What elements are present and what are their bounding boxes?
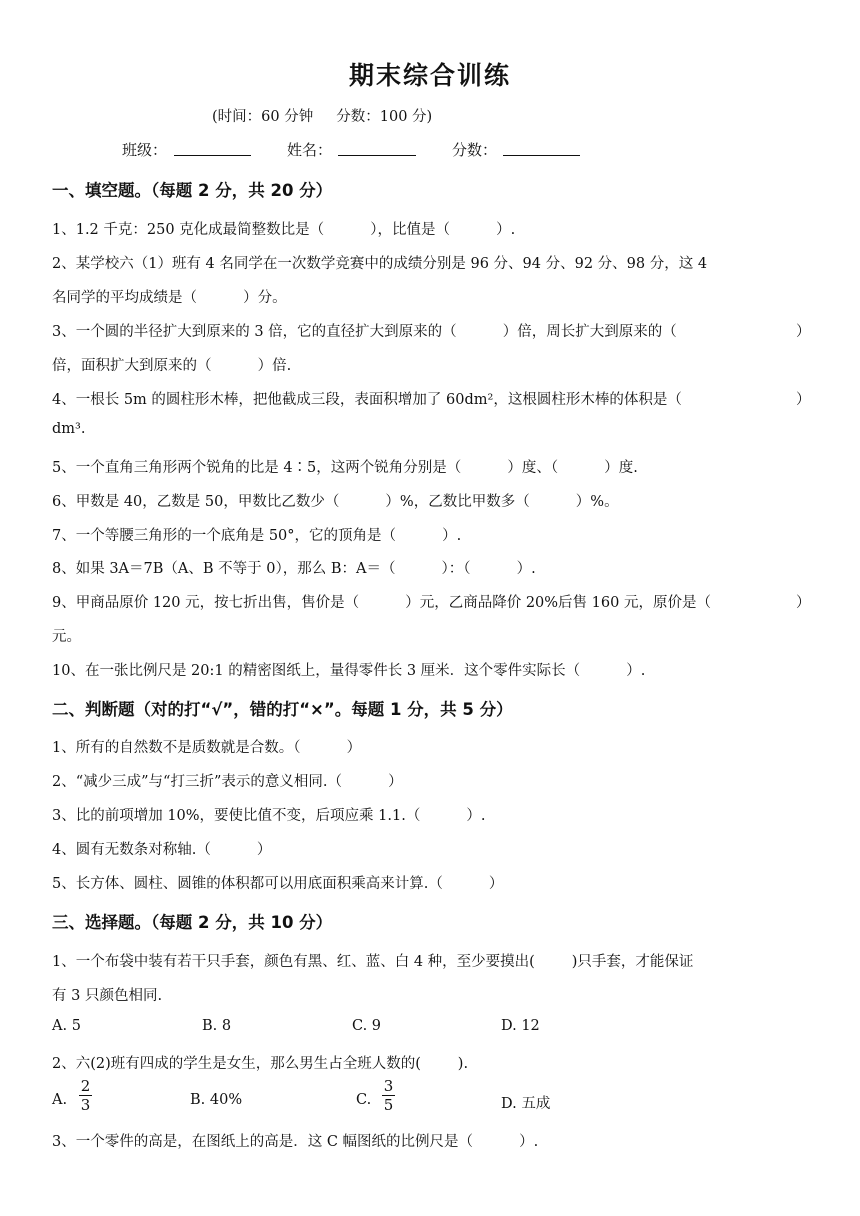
question-1-6: 6、甲数是 40，乙数是 50，甲数比乙数少（ ）%，乙数比甲数多（ ）%。	[52, 494, 619, 510]
close-paren: ）	[796, 324, 811, 340]
option-b[interactable]: B. 40%	[190, 1092, 243, 1108]
fraction-denominator: 3	[80, 1096, 91, 1114]
option-b[interactable]: B. 8	[202, 1018, 232, 1034]
question-1-4-cont: dm³.	[52, 421, 86, 437]
page-title: 期末综合训练	[348, 61, 511, 90]
close-paren: ）	[796, 595, 811, 611]
question-1-4: 4、一根长 5m 的圆柱形木棒，把他截成三段，表面积增加了 60dm²，这根圆柱形木棒的体积是（	[52, 392, 682, 408]
option-d[interactable]: D. 12	[501, 1018, 540, 1034]
exam-time-score: (时间：60 分钟 分数：100 分)	[212, 109, 433, 125]
fraction-two-thirds	[79, 1078, 92, 1113]
class-label: 班级：	[122, 141, 168, 159]
section-3-heading: 三、选择题。（每题 2 分，共 10 分）	[52, 913, 333, 932]
question-3-3: 3、一个零件的高是，在图纸上的高是．这 C 幅图纸的比例尺是（ ）.	[52, 1134, 539, 1150]
question-1-2: 2、某学校六（1）班有 4 名同学在一次数学竞赛中的成绩分别是 96 分、94 分、92 分、98 分，这 4	[52, 256, 708, 272]
question-1-9: 9、甲商品原价 120 元，按七折出售，售价是（ ）元，乙商品降价 20%后售 160 元，原价是（	[52, 595, 711, 611]
question-1-8: 8、如果 3A＝7B（A、B 不等于 0），那么 B：A＝（ ）：（ ）.	[52, 561, 536, 577]
fraction-three-fifths	[382, 1078, 395, 1113]
question-1-7: 7、一个等腰三角形的一个底角是 50°，它的顶角是（ ）.	[52, 528, 462, 544]
option-a-label[interactable]: A.	[52, 1092, 68, 1108]
name-blank[interactable]	[338, 155, 416, 156]
question-1-10: 10、在一张比例尺是 20:1 的精密图纸上，量得零件长 3 厘米．这个零件实际长（ ）.	[52, 663, 646, 679]
fraction-numerator: 3	[383, 1077, 394, 1095]
question-3-1-cont: 有 3 只颜色相同.	[52, 988, 163, 1004]
close-paren: ）	[796, 392, 811, 408]
question-1-2-cont: 名同学的平均成绩是（ ）分。	[52, 290, 287, 306]
question-2-3: 3、比的前项增加 10%，要使比值不变，后项应乘 1.1.（ ）.	[52, 808, 486, 824]
class-blank[interactable]	[174, 155, 251, 156]
option-c-label[interactable]: C.	[356, 1092, 372, 1108]
question-2-4: 4、圆有无数条对称轴.（ ）	[52, 842, 272, 858]
question-2-5: 5、长方体、圆柱、圆锥的体积都可以用底面积乘高来计算.（ ）	[52, 876, 504, 892]
option-a[interactable]: A. 5	[52, 1018, 81, 1034]
section-1-heading: 一、填空题。（每题 2 分，共 20 分）	[52, 181, 333, 200]
score-label: 分数：	[452, 141, 498, 159]
question-3-1: 1、一个布袋中装有若干只手套，颜色有黑、红、蓝、白 4 种，至少要摸出( )只手套，才能保证	[52, 954, 694, 970]
question-1-3: 3、一个圆的半径扩大到原来的 3 倍，它的直径扩大到原来的（ ）倍，周长扩大到原来的（	[52, 324, 677, 340]
question-3-2: 2、六(2)班有四成的学生是女生，那么男生占全班人数的( ).	[52, 1056, 469, 1072]
section-2-heading: 二、判断题（对的打“√”，错的打“×”。每题 1 分，共 5 分）	[52, 700, 513, 719]
score-blank[interactable]	[503, 155, 580, 156]
option-c[interactable]: C. 9	[352, 1018, 382, 1034]
question-2-1: 1、所有的自然数不是质数就是合数。（ ）	[52, 740, 362, 756]
option-d[interactable]: D. 五成	[501, 1096, 551, 1112]
question-2-2: 2、“减少三成”与“打三折”表示的意义相同.（ ）	[52, 774, 403, 790]
fraction-numerator: 2	[80, 1077, 91, 1095]
fraction-denominator: 5	[383, 1096, 394, 1114]
name-label: 姓名：	[287, 141, 333, 159]
question-1-9-cont: 元。	[52, 629, 81, 645]
question-1-1: 1、1.2 千克：250 克化成最简整数比是（ ），比值是（ ）.	[52, 222, 516, 238]
question-1-3-cont: 倍，面积扩大到原来的（ ）倍.	[52, 358, 292, 374]
question-1-5: 5、一个直角三角形两个锐角的比是 4∶5，这两个锐角分别是（ ）度、（ ）度.	[52, 460, 638, 476]
